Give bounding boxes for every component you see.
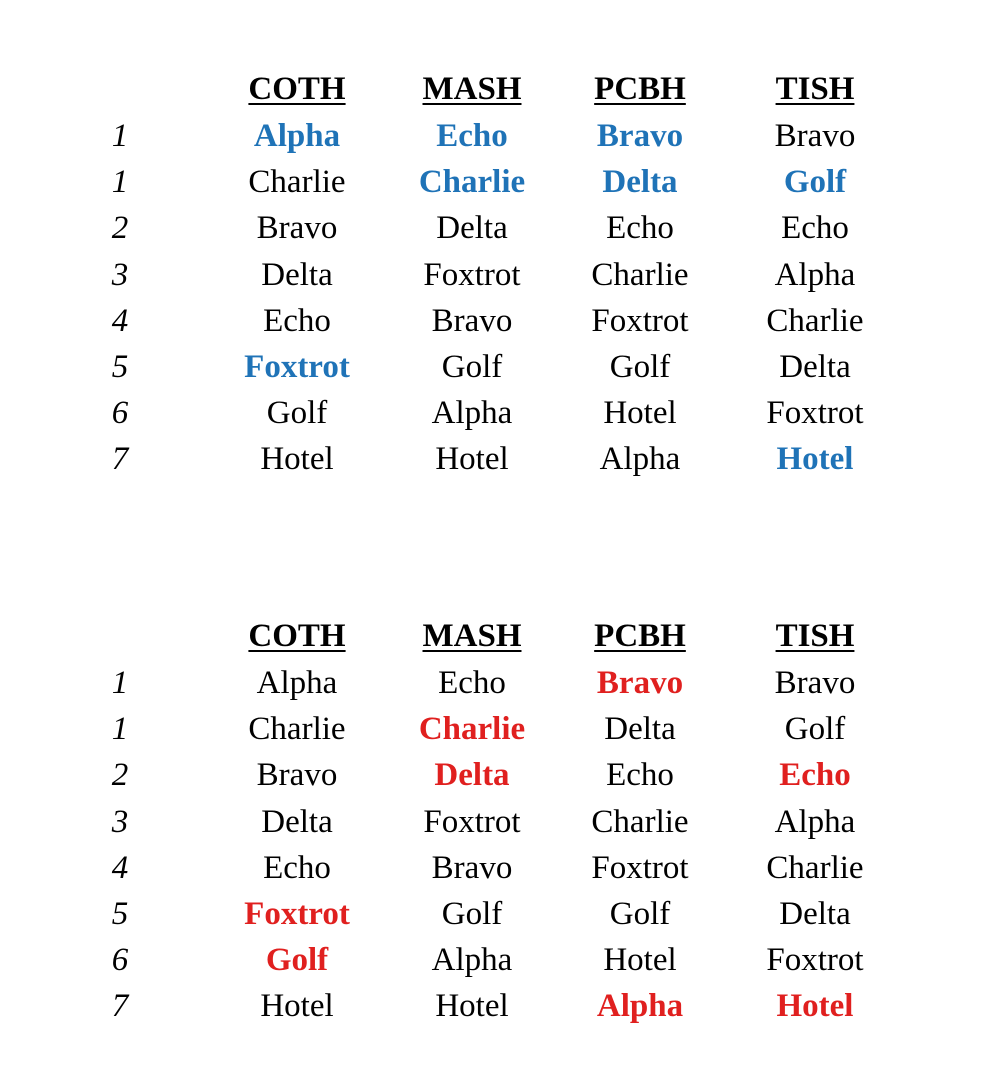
rank-label: 1 (111, 118, 129, 154)
rank-label: 2 (111, 210, 129, 247)
column-header-mash: MASH (422, 618, 522, 654)
table-cell-mash: Bravo (431, 849, 513, 886)
table-cell-mash: Hotel (435, 441, 509, 478)
column-header-tish: TISH (775, 618, 855, 654)
table-cell-coth: Alpha (253, 118, 341, 154)
rank-label: 5 (111, 349, 129, 385)
table-cell-coth: Delta (261, 803, 333, 840)
table-cell-pcbh: Bravo (596, 118, 684, 154)
table-cell-mash: Bravo (431, 302, 513, 339)
table-cell-tish: Bravo (774, 118, 856, 154)
table-cell-coth: Foxtrot (244, 349, 350, 385)
rank-label: 1 (111, 164, 129, 201)
rank-label: 1 (111, 665, 129, 701)
rank-label: 6 (111, 942, 129, 979)
table-cell-coth: Charlie (248, 164, 346, 201)
table-cell-tish: Hotel (776, 988, 854, 1025)
rank-label: 5 (111, 896, 129, 932)
table-cell-tish: Foxtrot (766, 942, 864, 979)
table-cell-pcbh: Foxtrot (591, 849, 689, 886)
column-header-coth: COTH (248, 618, 346, 654)
table-cell-coth: Alpha (256, 665, 338, 701)
table-cell-tish: Foxtrot (766, 395, 864, 432)
table-cell-coth: Bravo (256, 210, 338, 247)
rank-label: 3 (111, 803, 129, 840)
table-cell-coth: Delta (261, 256, 333, 293)
table-cell-pcbh: Golf (609, 349, 671, 385)
table-cell-pcbh: Hotel (603, 395, 677, 432)
table-cell-coth: Golf (266, 395, 328, 432)
table-cell-tish: Delta (779, 896, 851, 932)
table-cell-coth: Hotel (260, 988, 334, 1025)
table-cell-coth: Bravo (256, 757, 338, 794)
table-cell-tish: Echo (779, 757, 851, 794)
rank-label: 4 (111, 302, 129, 339)
rank-label: 7 (111, 988, 129, 1025)
table-cell-pcbh: Echo (606, 757, 674, 794)
table-cell-pcbh: Alpha (599, 441, 681, 478)
table-cell-mash: Echo (436, 118, 508, 154)
table-cell-mash: Hotel (435, 988, 509, 1025)
table-cell-pcbh: Delta (604, 711, 676, 748)
table-cell-pcbh: Echo (606, 210, 674, 247)
table-cell-tish: Delta (779, 349, 851, 385)
table-cell-coth: Echo (263, 302, 331, 339)
table-cell-tish: Bravo (774, 665, 856, 701)
rank-label: 7 (111, 441, 129, 478)
rank-label: 3 (111, 256, 129, 293)
table-cell-mash: Foxtrot (423, 256, 521, 293)
rank-label: 2 (111, 757, 129, 794)
table-cell-pcbh: Bravo (596, 665, 684, 701)
table-cell-pcbh: Foxtrot (591, 302, 689, 339)
column-header-pcbh: PCBH (594, 618, 686, 654)
table-cell-mash: Charlie (418, 711, 526, 748)
table-cell-mash: Golf (441, 349, 503, 385)
table-cell-pcbh: Golf (609, 896, 671, 932)
table-cell-tish: Echo (781, 210, 849, 247)
table-cell-tish: Charlie (766, 849, 864, 886)
table-cell-mash: Charlie (418, 164, 526, 201)
table-cell-mash: Foxtrot (423, 803, 521, 840)
table-cell-coth: Hotel (260, 441, 334, 478)
table-cell-tish: Charlie (766, 302, 864, 339)
table-cell-pcbh: Charlie (591, 803, 689, 840)
table-cell-pcbh: Hotel (603, 942, 677, 979)
column-header-pcbh: PCBH (594, 71, 686, 107)
table-cell-mash: Alpha (431, 395, 513, 432)
column-header-mash: MASH (422, 71, 522, 107)
rank-label: 6 (111, 395, 129, 432)
table-cell-mash: Echo (438, 665, 506, 701)
table-cell-pcbh: Charlie (591, 256, 689, 293)
table-cell-tish: Hotel (776, 441, 854, 478)
table-cell-coth: Echo (263, 849, 331, 886)
table-cell-mash: Delta (434, 757, 510, 794)
table-cell-mash: Delta (436, 210, 508, 247)
rank-label: 4 (111, 849, 129, 886)
table-cell-coth: Foxtrot (244, 896, 350, 932)
table-cell-coth: Golf (265, 942, 329, 979)
table-cell-mash: Alpha (431, 942, 513, 979)
table-cell-tish: Alpha (774, 256, 856, 293)
table-cell-coth: Charlie (248, 711, 346, 748)
table-cell-mash: Golf (441, 896, 503, 932)
rank-label: 1 (111, 711, 129, 748)
column-header-tish: TISH (775, 71, 855, 107)
table-cell-tish: Alpha (774, 803, 856, 840)
table-cell-pcbh: Alpha (596, 988, 684, 1025)
table-cell-pcbh: Delta (602, 164, 678, 201)
table-cell-tish: Golf (783, 164, 847, 201)
column-header-coth: COTH (248, 71, 346, 107)
table-cell-tish: Golf (784, 711, 846, 748)
